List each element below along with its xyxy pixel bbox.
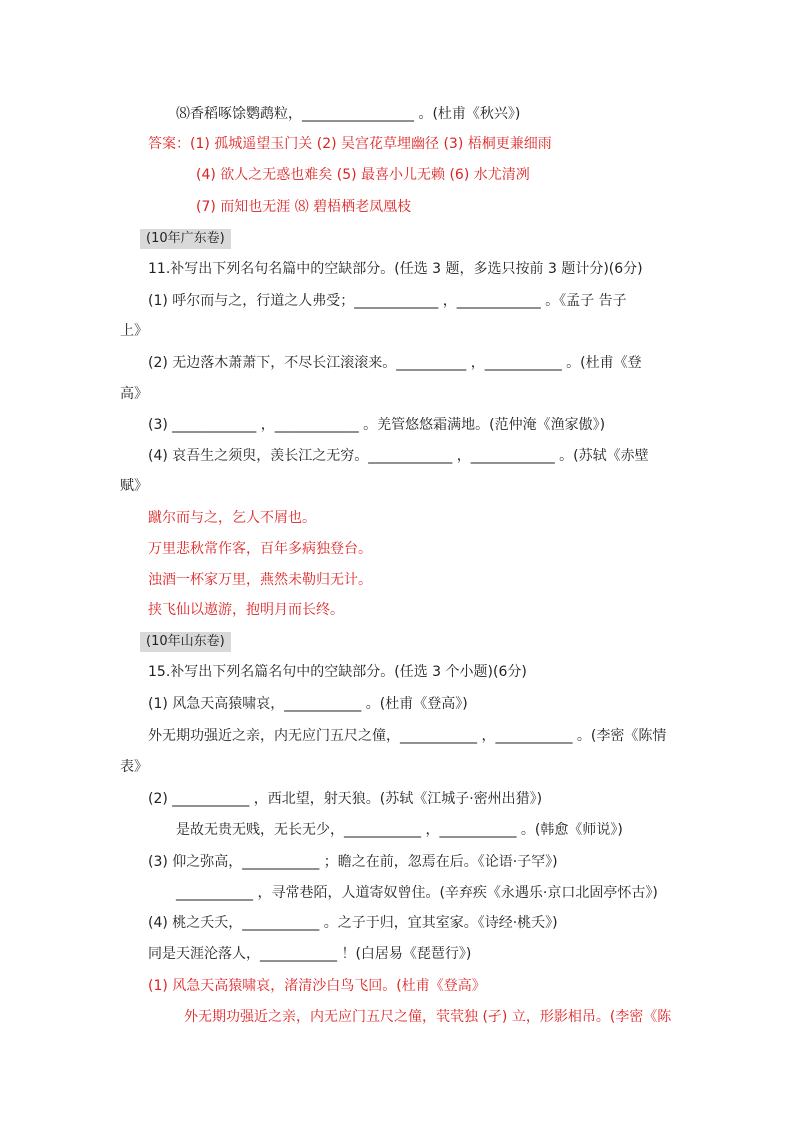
question-15-item-1b: 外无期功强近之亲，内无应门五尺之僮，___________ ，___________ 。(李密《陈情 [148, 728, 667, 744]
question-15-item-3a: (3) 仰之弥高，___________ ；瞻之在前，忽焉在后。《论语·子罕》) [148, 854, 558, 870]
answer-15-1: (1) 风急天高猿啸哀，渚清沙白鸟飞回。(杜甫《登高》 [148, 978, 486, 994]
section-tag-guangdong: (10年广东卷) [140, 229, 231, 249]
answer-11-2: 万里悲秋常作客，百年多病独登台。 [148, 541, 372, 557]
question-11-item-4: (4) 哀吾生之须臾，羡长江之无穷。____________ ，____________ 。(苏轼《赤壁 [148, 448, 649, 464]
section-tag-shandong: (10年山东卷) [140, 632, 231, 652]
answer-line-2: (4) 欲人之无惑也难矣 (5) 最喜小儿无赖 (6) 水尤清冽 [196, 167, 530, 183]
question-11-item-1: (1) 呼尔而与之，行道之人弗受；____________ ，____________ 。《孟子 告子 [148, 293, 627, 309]
question-15-item-2b: 是故无贵无贱，无长无少，___________ ，___________ 。(韩愈《师说》) [176, 822, 623, 838]
question-15-item-2a: (2) ___________ ，西北望，射天狼。(苏轼《江城子·密州出猎》) [148, 791, 543, 807]
question-11-item-2: (2) 无边落木萧萧下，不尽长江滚滚来。__________ ，___________ 。(杜甫《登 [148, 355, 642, 371]
question-15-item-1a: (1) 风急天高猿啸哀，___________ 。(杜甫《登高》) [148, 696, 468, 712]
answer-11-1: 蹴尔而与之，乞人不屑也。 [148, 510, 316, 526]
question-11-item-4-cont: 赋》 [120, 478, 148, 494]
answer-line-1: 答案：(1) 孤城遥望玉门关 (2) 吴宫花草埋幽径 (3) 梧桐更兼细雨 [148, 136, 552, 152]
question-15-item-4b: 同是天涯沦落人，___________ ！(白居易《琵琶行》) [148, 946, 472, 962]
question-15-item-1b-cont: 表》 [120, 759, 148, 775]
question-15-item-4a: (4) 桃之夭夭，___________ 。之子于归，宜其室家。《诗经·桃夭》) [148, 915, 558, 931]
question-15-item-3b: ___________ ，寻常巷陌，人道寄奴曾住。(辛弃疾《永遇乐·京口北固亭怀古》) [176, 885, 658, 901]
answer-11-4: 挟飞仙以遨游，抱明月而长终。 [148, 602, 344, 618]
question-11-title: 11.补写出下列名句名篇中的空缺部分。(任选 3 题，多选只按前 3 题计分)(6分) [148, 261, 643, 277]
answer-15-2: 外无期功强近之亲，内无应门五尺之僮，茕茕独 (孑) 立，形影相吊。(李密《陈 [184, 1009, 672, 1025]
question-11-item-3: (3) ____________ ，____________ 。羌管悠悠霜满地。(范仲淹《渔家傲》) [148, 417, 606, 433]
question-11-item-2-cont: 高》 [120, 386, 148, 402]
question-11-item-1-cont: 上》 [120, 323, 148, 339]
question-15-title: 15.补写出下列名篇名句中的空缺部分。(任选 3 个小题)(6分) [148, 664, 527, 680]
answer-11-3: 浊酒一杯家万里，燕然未勒归无计。 [148, 572, 372, 588]
poem-blank-item-8: ⑻香稻啄馀鹦鹉粒，________________ 。(杜甫《秋兴》) [176, 106, 521, 122]
answer-line-3: (7) 而知也无涯 ⑻ 碧梧栖老凤凰枝 [196, 199, 412, 215]
